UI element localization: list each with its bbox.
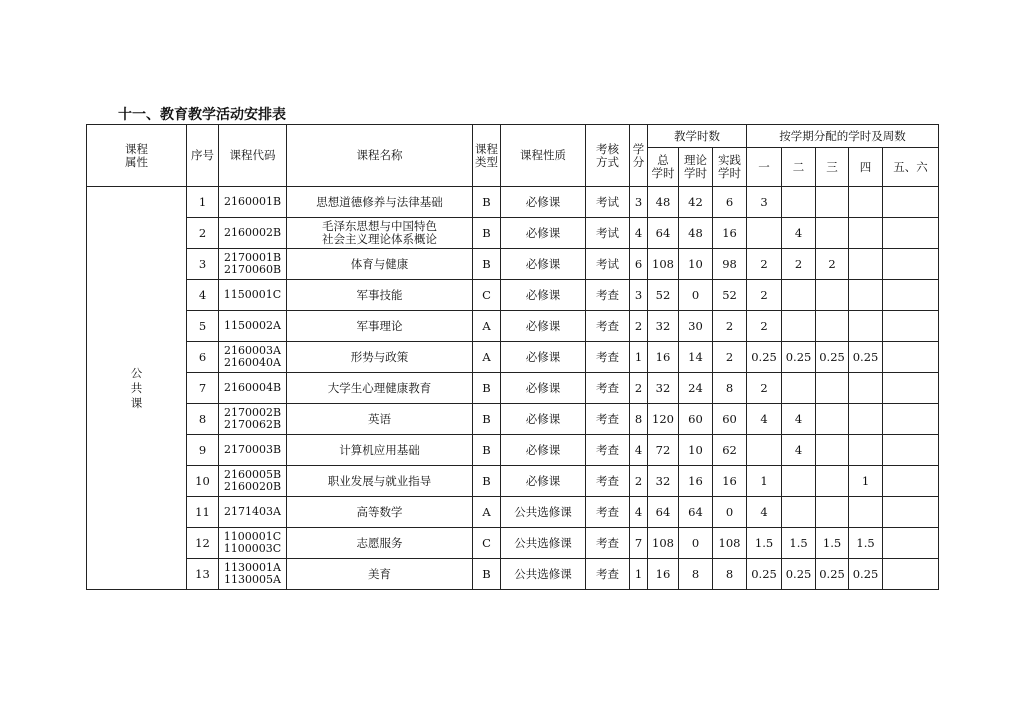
- cell-sem2: 4: [782, 218, 816, 249]
- header-name: 课程名称: [287, 125, 473, 187]
- cell-code: 2170002B 2170062B: [219, 404, 287, 435]
- cell-theory: 60: [679, 404, 713, 435]
- cell-sem4: [849, 373, 883, 404]
- cell-exam: 考试: [586, 187, 630, 218]
- header-attribute: 课程 属性: [87, 125, 187, 187]
- cell-name: 形势与政策: [287, 342, 473, 373]
- cell-practice: 6: [713, 187, 747, 218]
- cell-sem4: [849, 249, 883, 280]
- cell-name: 职业发展与就业指导: [287, 466, 473, 497]
- table-row: [87, 466, 939, 497]
- cell-sem3: 1.5: [816, 528, 849, 559]
- cell-practice: 0: [713, 497, 747, 528]
- cell-credit: 2: [630, 373, 648, 404]
- cell-sem56: [883, 404, 939, 435]
- cell-sem4: [849, 497, 883, 528]
- cell-type: A: [473, 311, 501, 342]
- cell-sem4: [849, 280, 883, 311]
- cell-code: 2160004B: [219, 373, 287, 404]
- cell-exam: 考查: [586, 404, 630, 435]
- cell-index: 4: [187, 280, 219, 311]
- table-row: [87, 342, 939, 373]
- cell-code: 2160003A 2160040A: [219, 342, 287, 373]
- cell-sem1: 4: [747, 497, 782, 528]
- cell-code: 1150002A: [219, 311, 287, 342]
- cell-code: 2170003B: [219, 435, 287, 466]
- cell-index: 11: [187, 497, 219, 528]
- cell-sem4: 1: [849, 466, 883, 497]
- cell-sem56: [883, 249, 939, 280]
- cell-credit: 3: [630, 280, 648, 311]
- cell-theory: 0: [679, 528, 713, 559]
- cell-nature: 公共选修课: [501, 497, 586, 528]
- cell-type: B: [473, 559, 501, 590]
- cell-index: 3: [187, 249, 219, 280]
- table-row: [87, 497, 939, 528]
- header-hours-theory: 理论 学时: [679, 148, 713, 187]
- cell-exam: 考试: [586, 249, 630, 280]
- cell-sem1: 3: [747, 187, 782, 218]
- header-hours-practice: 实践 学时: [713, 148, 747, 187]
- cell-sem3: 0.25: [816, 342, 849, 373]
- header-sem3: 三: [816, 148, 849, 187]
- cell-nature: 公共选修课: [501, 559, 586, 590]
- cell-practice: 60: [713, 404, 747, 435]
- header-nature: 课程性质: [501, 125, 586, 187]
- header-exam: 考核 方式: [586, 125, 630, 187]
- cell-total: 64: [648, 218, 679, 249]
- cell-practice: 8: [713, 373, 747, 404]
- cell-sem1: 2: [747, 311, 782, 342]
- cell-theory: 8: [679, 559, 713, 590]
- cell-nature: 必修课: [501, 342, 586, 373]
- cell-sem56: [883, 311, 939, 342]
- table-row: [87, 249, 939, 280]
- header-code: 课程代码: [219, 125, 287, 187]
- cell-practice: 16: [713, 466, 747, 497]
- cell-code: 2160002B: [219, 218, 287, 249]
- cell-index: 8: [187, 404, 219, 435]
- cell-index: 1: [187, 187, 219, 218]
- cell-code: 1100001C 1100003C: [219, 528, 287, 559]
- table-row: [87, 528, 939, 559]
- cell-sem3: [816, 435, 849, 466]
- cell-sem1: [747, 218, 782, 249]
- cell-practice: 98: [713, 249, 747, 280]
- cell-sem56: [883, 528, 939, 559]
- cell-exam: 考查: [586, 280, 630, 311]
- cell-sem2: [782, 373, 816, 404]
- cell-name: 计算机应用基础: [287, 435, 473, 466]
- cell-index: 9: [187, 435, 219, 466]
- cell-index: 12: [187, 528, 219, 559]
- cell-credit: 1: [630, 559, 648, 590]
- cell-total: 72: [648, 435, 679, 466]
- header-type: 课程 类型: [473, 125, 501, 187]
- cell-credit: 4: [630, 497, 648, 528]
- cell-name: 军事技能: [287, 280, 473, 311]
- cell-sem1: 0.25: [747, 559, 782, 590]
- cell-name: 英语: [287, 404, 473, 435]
- cell-sem3: [816, 280, 849, 311]
- cell-credit: 8: [630, 404, 648, 435]
- cell-code: 1150001C: [219, 280, 287, 311]
- cell-total: 64: [648, 497, 679, 528]
- cell-nature: 必修课: [501, 466, 586, 497]
- cell-sem2: [782, 466, 816, 497]
- cell-sem4: [849, 187, 883, 218]
- cell-type: B: [473, 218, 501, 249]
- cell-total: 16: [648, 342, 679, 373]
- cell-sem1: 2: [747, 280, 782, 311]
- cell-theory: 10: [679, 435, 713, 466]
- cell-sem56: [883, 466, 939, 497]
- table-row: [87, 404, 939, 435]
- cell-practice: 62: [713, 435, 747, 466]
- header-sem2: 二: [782, 148, 816, 187]
- cell-sem2: 1.5: [782, 528, 816, 559]
- table-row: [87, 280, 939, 311]
- cell-theory: 10: [679, 249, 713, 280]
- cell-sem56: [883, 218, 939, 249]
- cell-credit: 7: [630, 528, 648, 559]
- cell-sem4: [849, 404, 883, 435]
- table-row: [87, 373, 939, 404]
- cell-sem56: [883, 373, 939, 404]
- cell-total: 108: [648, 249, 679, 280]
- cell-total: 32: [648, 311, 679, 342]
- cell-index: 13: [187, 559, 219, 590]
- cell-type: B: [473, 404, 501, 435]
- cell-sem4: 0.25: [849, 342, 883, 373]
- cell-credit: 6: [630, 249, 648, 280]
- cell-type: C: [473, 280, 501, 311]
- cell-sem4: [849, 435, 883, 466]
- header-hours-total: 总 学时: [648, 148, 679, 187]
- cell-code: 1130001A 1130005A: [219, 559, 287, 590]
- header-semester-group: 按学期分配的学时及周数: [747, 125, 939, 148]
- cell-sem1: 4: [747, 404, 782, 435]
- cell-theory: 42: [679, 187, 713, 218]
- cell-index: 6: [187, 342, 219, 373]
- cell-exam: 考试: [586, 218, 630, 249]
- cell-name: 美育: [287, 559, 473, 590]
- cell-credit: 2: [630, 311, 648, 342]
- cell-credit: 4: [630, 435, 648, 466]
- cell-exam: 考查: [586, 497, 630, 528]
- table-row: [87, 187, 939, 218]
- cell-code: 2160001B: [219, 187, 287, 218]
- cell-sem56: [883, 280, 939, 311]
- cell-type: B: [473, 435, 501, 466]
- cell-theory: 30: [679, 311, 713, 342]
- cell-sem1: 0.25: [747, 342, 782, 373]
- cell-sem2: 0.25: [782, 559, 816, 590]
- cell-theory: 48: [679, 218, 713, 249]
- cell-sem56: [883, 435, 939, 466]
- cell-sem2: 4: [782, 404, 816, 435]
- cell-index: 7: [187, 373, 219, 404]
- cell-sem2: 0.25: [782, 342, 816, 373]
- cell-sem56: [883, 559, 939, 590]
- cell-sem3: [816, 404, 849, 435]
- cell-name: 大学生心理健康教育: [287, 373, 473, 404]
- cell-type: B: [473, 373, 501, 404]
- cell-practice: 8: [713, 559, 747, 590]
- cell-nature: 必修课: [501, 187, 586, 218]
- cell-sem3: [816, 187, 849, 218]
- cell-nature: 必修课: [501, 249, 586, 280]
- table-row: [87, 311, 939, 342]
- cell-sem3: [816, 373, 849, 404]
- cell-practice: 108: [713, 528, 747, 559]
- cell-total: 120: [648, 404, 679, 435]
- cell-sem2: 4: [782, 435, 816, 466]
- table-row: [87, 559, 939, 590]
- cell-sem2: [782, 280, 816, 311]
- cell-sem4: [849, 218, 883, 249]
- cell-total: 48: [648, 187, 679, 218]
- page-title: 十一、教育教学活动安排表: [118, 107, 286, 123]
- cell-sem3: [816, 497, 849, 528]
- cell-credit: 1: [630, 342, 648, 373]
- cell-sem3: 0.25: [816, 559, 849, 590]
- cell-practice: 2: [713, 311, 747, 342]
- cell-sem56: [883, 497, 939, 528]
- cell-nature: 必修课: [501, 435, 586, 466]
- header-sem1: 一: [747, 148, 782, 187]
- cell-type: B: [473, 249, 501, 280]
- cell-total: 108: [648, 528, 679, 559]
- cell-type: B: [473, 187, 501, 218]
- cell-sem3: [816, 311, 849, 342]
- cell-index: 5: [187, 311, 219, 342]
- cell-nature: 公共选修课: [501, 528, 586, 559]
- cell-sem3: [816, 466, 849, 497]
- cell-sem1: [747, 435, 782, 466]
- cell-type: A: [473, 342, 501, 373]
- cell-sem2: 2: [782, 249, 816, 280]
- cell-theory: 14: [679, 342, 713, 373]
- cell-sem4: [849, 311, 883, 342]
- cell-sem3: 2: [816, 249, 849, 280]
- cell-nature: 必修课: [501, 218, 586, 249]
- cell-index: 2: [187, 218, 219, 249]
- cell-exam: 考查: [586, 342, 630, 373]
- cell-exam: 考查: [586, 466, 630, 497]
- schedule-table: [86, 124, 939, 590]
- header-sem4: 四: [849, 148, 883, 187]
- category-cell: 公 共 课: [87, 187, 187, 590]
- cell-name: 体育与健康: [287, 249, 473, 280]
- cell-exam: 考查: [586, 559, 630, 590]
- cell-sem2: [782, 311, 816, 342]
- cell-sem1: 1.5: [747, 528, 782, 559]
- header-index: 序号: [187, 125, 219, 187]
- cell-practice: 52: [713, 280, 747, 311]
- cell-code: 2160005B 2160020B: [219, 466, 287, 497]
- cell-sem1: 2: [747, 249, 782, 280]
- cell-theory: 24: [679, 373, 713, 404]
- cell-type: C: [473, 528, 501, 559]
- header-credit: 学 分: [630, 125, 648, 187]
- cell-sem3: [816, 218, 849, 249]
- cell-type: A: [473, 497, 501, 528]
- cell-index: 10: [187, 466, 219, 497]
- cell-sem1: 2: [747, 373, 782, 404]
- cell-name: 高等数学: [287, 497, 473, 528]
- cell-nature: 必修课: [501, 280, 586, 311]
- cell-exam: 考查: [586, 311, 630, 342]
- cell-total: 32: [648, 466, 679, 497]
- cell-name: 毛泽东思想与中国特色 社会主义理论体系概论: [287, 218, 473, 249]
- cell-total: 16: [648, 559, 679, 590]
- cell-exam: 考查: [586, 373, 630, 404]
- cell-nature: 必修课: [501, 311, 586, 342]
- cell-type: B: [473, 466, 501, 497]
- cell-name: 军事理论: [287, 311, 473, 342]
- cell-exam: 考查: [586, 435, 630, 466]
- cell-code: 2171403A: [219, 497, 287, 528]
- table-row: [87, 435, 939, 466]
- header-hours-group: 教学时数: [648, 125, 747, 148]
- table-row: [87, 218, 939, 249]
- cell-code: 2170001B 2170060B: [219, 249, 287, 280]
- cell-name: 思想道德修养与法律基础: [287, 187, 473, 218]
- cell-theory: 0: [679, 280, 713, 311]
- cell-nature: 必修课: [501, 404, 586, 435]
- cell-sem4: 0.25: [849, 559, 883, 590]
- cell-sem56: [883, 342, 939, 373]
- cell-practice: 2: [713, 342, 747, 373]
- cell-sem1: 1: [747, 466, 782, 497]
- cell-name: 志愿服务: [287, 528, 473, 559]
- cell-theory: 64: [679, 497, 713, 528]
- cell-sem4: 1.5: [849, 528, 883, 559]
- cell-exam: 考查: [586, 528, 630, 559]
- cell-credit: 4: [630, 218, 648, 249]
- cell-credit: 3: [630, 187, 648, 218]
- cell-total: 52: [648, 280, 679, 311]
- cell-nature: 必修课: [501, 373, 586, 404]
- cell-credit: 2: [630, 466, 648, 497]
- cell-sem2: [782, 187, 816, 218]
- cell-sem2: [782, 497, 816, 528]
- cell-theory: 16: [679, 466, 713, 497]
- header-sem56: 五、六: [883, 148, 939, 187]
- cell-sem56: [883, 187, 939, 218]
- cell-total: 32: [648, 373, 679, 404]
- cell-practice: 16: [713, 218, 747, 249]
